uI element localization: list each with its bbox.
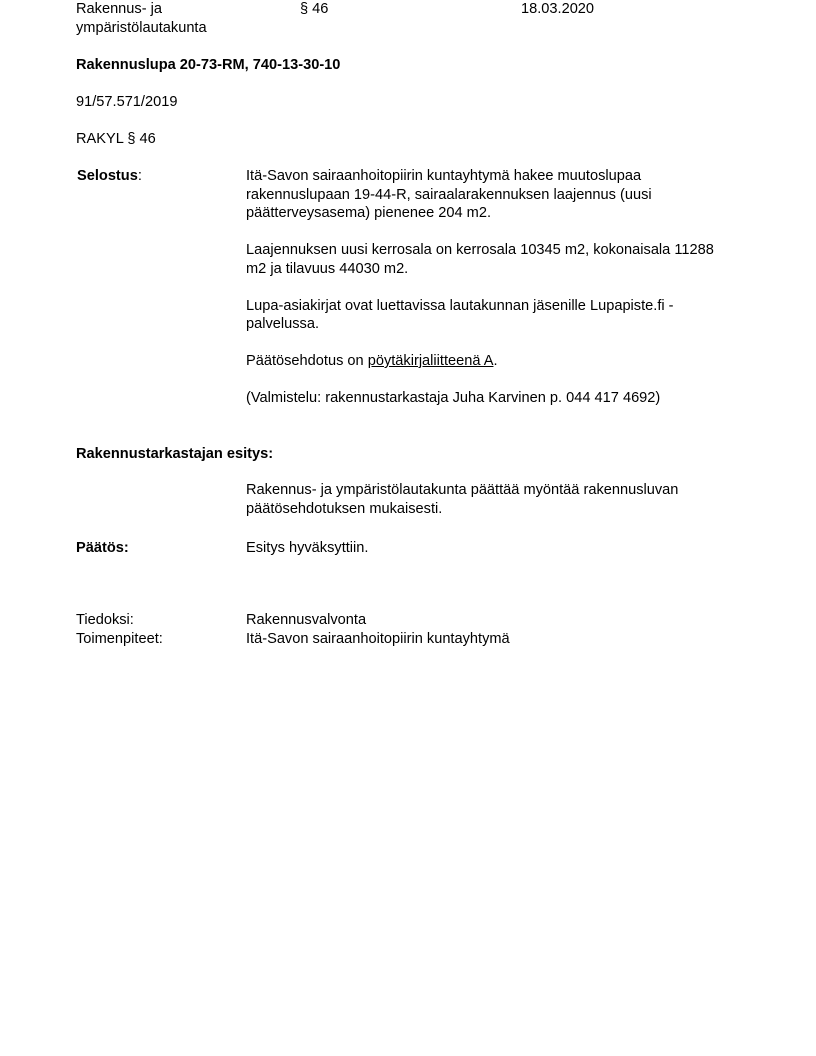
tiedoksi-label: Tiedoksi:	[76, 612, 134, 628]
esitys-text: Rakennus- ja ympäristölautakunta päättää myöntää rakennusluvan päätösehdotuksen mukaisesti.	[246, 482, 679, 517]
toimenpiteet-label: Toimenpiteet:	[76, 631, 163, 647]
paatos-label: Päätös:	[76, 540, 129, 556]
proposal-suffix: .	[493, 353, 498, 369]
preparation-note: (Valmistelu: rakennustarkastaja Juha Karvinen p. 044 417 4692)	[246, 390, 661, 406]
selostus-label-text: Selostus	[77, 168, 138, 184]
selostus-body	[246, 167, 726, 408]
selostus-label	[77, 167, 142, 186]
selostus-paragraph: Lupa-asiakirjat ovat luettavissa lautakunnan jäsenille Lupapiste.fi -palvelussa.	[246, 297, 674, 332]
selostus-label-colon: :	[137, 168, 142, 184]
selostus-paragraph: Itä-Savon sairaanhoitopiirin kuntayhtymä hakee muutoslupaa rakennuslupaan 19-44-R, sairaalarakennuksen laajennus (uusi päätterveysasema) pienenee 204 m2.	[246, 168, 652, 221]
header-section: § 46	[300, 1, 329, 17]
proposal-paragraph	[246, 352, 726, 371]
page-title: Rakennuslupa 20-73-RM, 740-13-30-10	[76, 57, 341, 73]
proposal-prefix: Päätösehdotus on	[246, 353, 368, 369]
paatos-text: Esitys hyväksyttiin.	[246, 540, 369, 556]
header-committee: Rakennus- ja ympäristölautakunta	[76, 1, 207, 36]
record-number: 91/57.571/2019	[76, 94, 178, 110]
toimenpiteet-value: Itä-Savon sairaanhoitopiirin kuntayhtymä	[246, 631, 510, 647]
esitys-label: Rakennustarkastajan esitys:	[76, 446, 274, 462]
rakyl-reference: RAKYL § 46	[76, 131, 156, 147]
proposal-attachment-link[interactable]: pöytäkirjaliitteenä A	[367, 353, 494, 369]
header-date: 18.03.2020	[521, 1, 595, 17]
selostus-paragraph: Laajennuksen uusi kerrosala on kerrosala 10345 m2, kokonaisala 11288 m2 ja tilavuus 44030 m2.	[246, 242, 714, 277]
tiedoksi-value: Rakennusvalvonta	[246, 612, 367, 628]
